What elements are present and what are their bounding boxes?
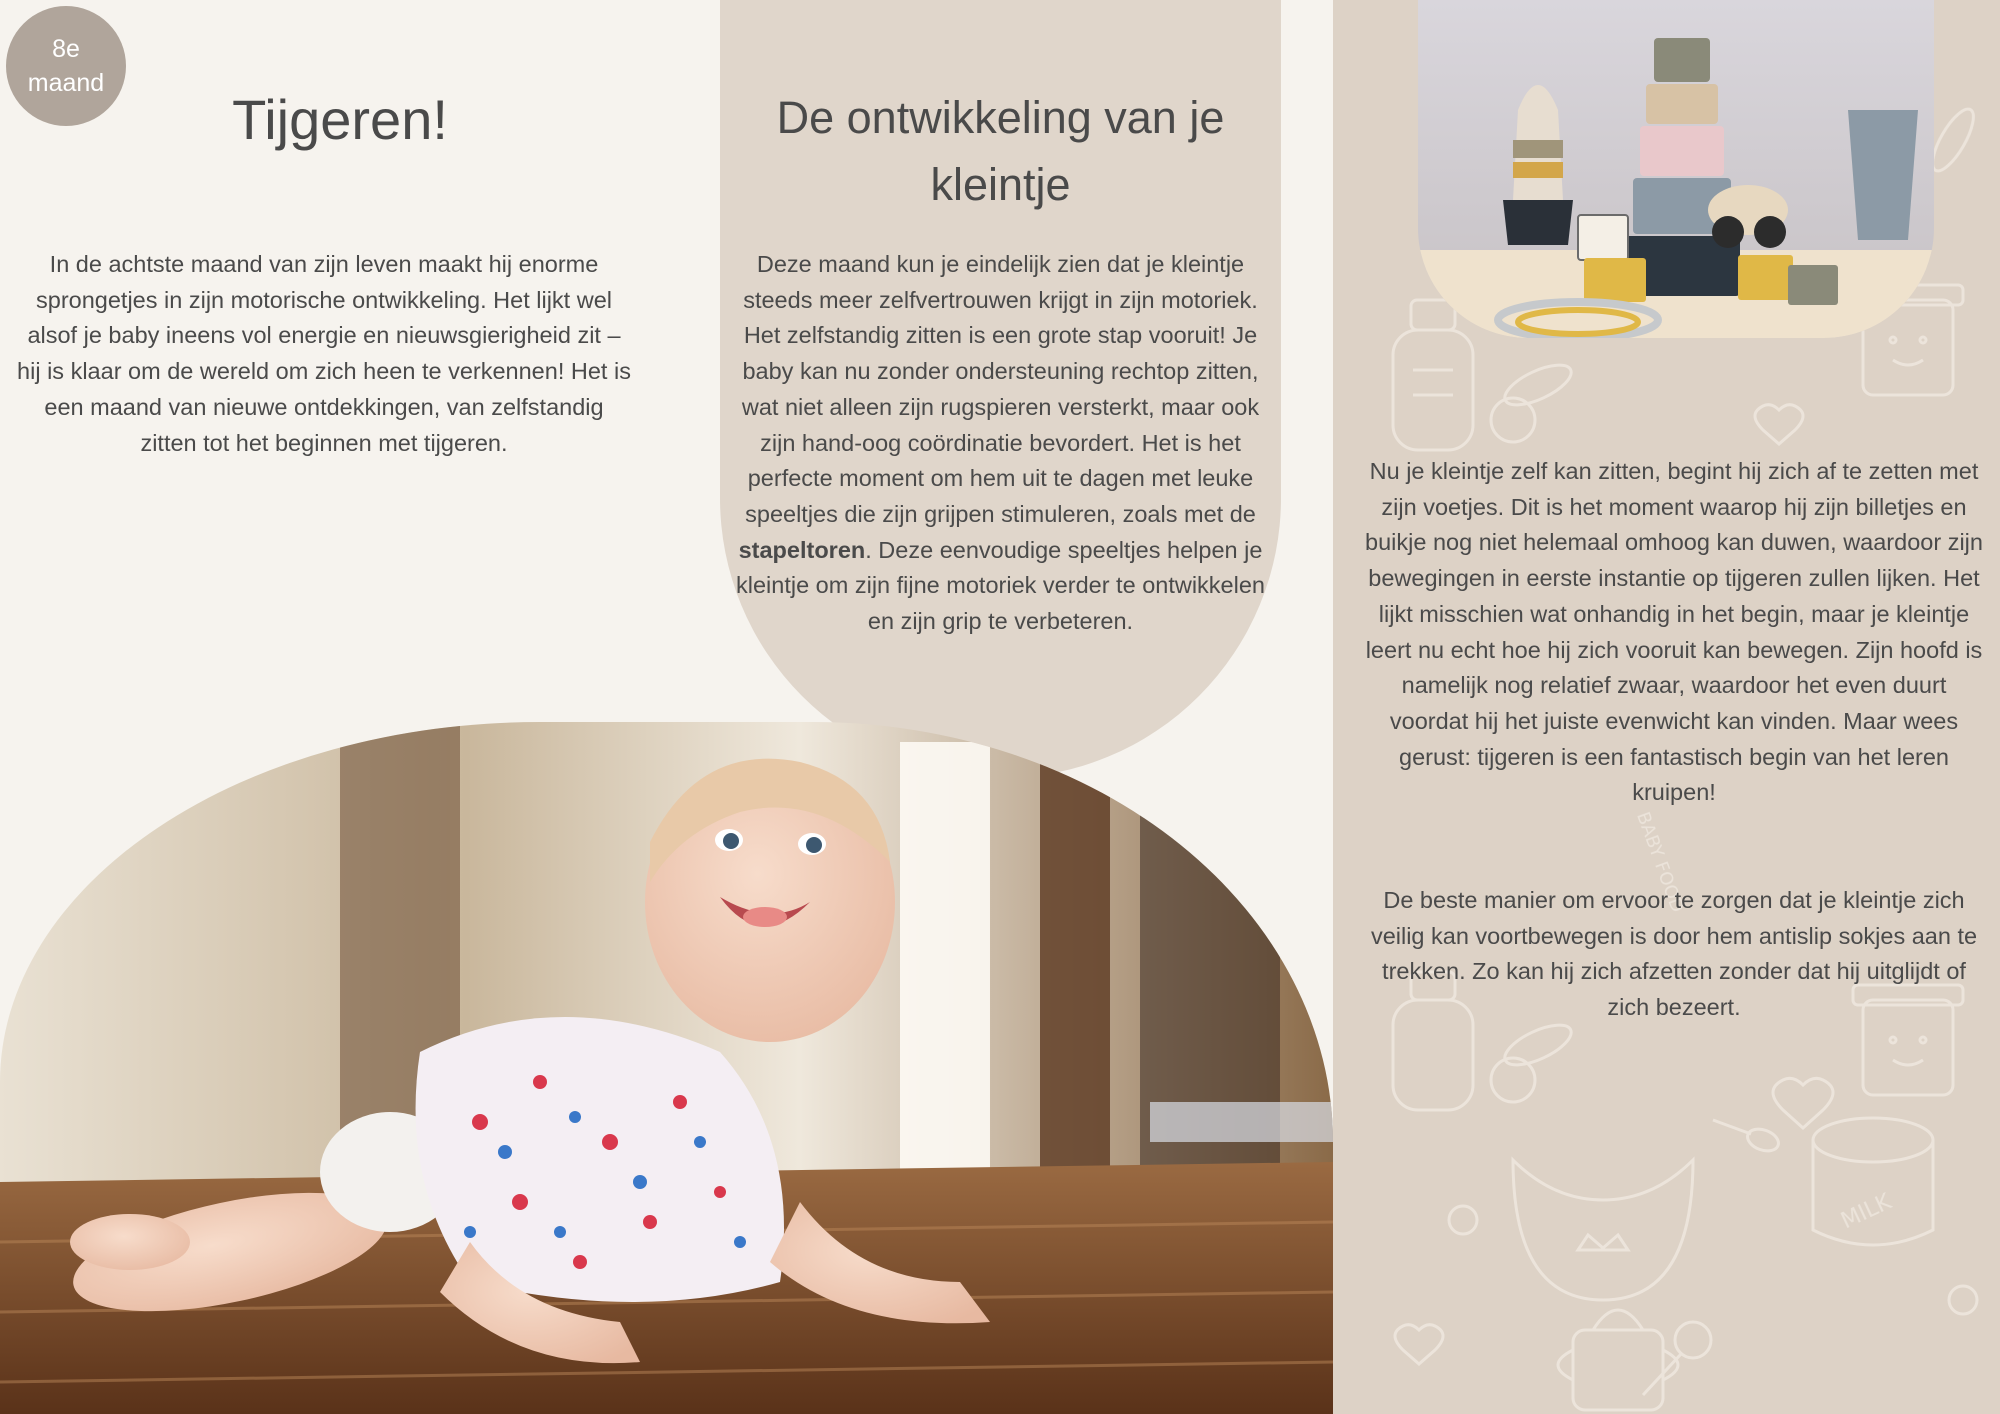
- intro-paragraph: In de achtste maand van zijn leven maakt hij enorme sprongetjes in zijn motorische ontwikkeling. Het lijkt wel alsof je baby ineens vol energie en nieuwsgierigheid zit – hij is klaar om de wereld om zich heen te verkennen! Het is een maand van nieuwe ontdekkingen, van zelfstandig zitten tot het beginnen met tijgeren.: [17, 251, 631, 456]
- pacifier-icon: [1491, 1017, 1577, 1102]
- month-badge-number: 8e: [52, 35, 80, 63]
- stacking-tower-highlight: stapeltoren: [738, 536, 866, 563]
- milk-can-label: MILK: [1837, 1189, 1896, 1235]
- spoon-icon: [1713, 1120, 1781, 1155]
- tijgeren-paragraph: Nu je kleintje zelf kan zitten, begint hij zich af te zetten met zijn voetjes. Dit is het moment waarop hij zijn billetjes en buikje nog niet helemaal omhoog kan duwen, waardoor zijn bewegingen in eerste instantie op tijgeren zullen lijken. Het lijkt misschien wat onhandig in het begin, maar je kleintje leert nu echt hoe hij zich vooruit kan bewegen. Zijn hoofd is namelijk nog relatief zwaar, waardoor het even duurt voordat hij het juiste evenwicht kan vinden. Maar wees gerust: tijgeren is een fantastisch begin van het leren kruipen!: [1365, 458, 1983, 806]
- page-title: Tijgeren!: [232, 88, 448, 151]
- pacifier-icon: [1491, 357, 1577, 442]
- stacking-toys-photo: [1418, 0, 1934, 338]
- flower-icon: [1449, 1206, 1477, 1234]
- heart-icon: [1755, 405, 1803, 444]
- month-badge-label: maand: [27, 69, 105, 97]
- milk-can-icon: [1813, 1118, 1933, 1245]
- heart-icon: [1395, 1325, 1443, 1364]
- bib-icon: [1513, 1160, 1693, 1300]
- development-text-end: . Deze eenvoudige speeltjes helpen je kleintje om zijn fijne motoriek verder te ontwikkelen en zijn grip te verbeteren.: [736, 536, 1265, 635]
- baby-food-label: BABY FOOD: [1632, 809, 1688, 916]
- bottle-icon: [1393, 300, 1473, 450]
- baby-crawling-photo: [0, 722, 1333, 1414]
- development-paragraph: [724, 247, 1277, 640]
- section-title: De ontwikkeling van je kleintje: [776, 92, 1225, 210]
- heart-icon: [1773, 1078, 1833, 1128]
- rattle-icon: [1643, 1322, 1711, 1395]
- development-text-start: Deze maand kun je eindelijk zien dat je kleintje steeds meer zelfvertrouwen krijgt in zijn motoriek. Het zelfstandig zitten is een grote stap vooruit! Je baby kan nu zonder ondersteuning rechtop zitten, wat niet alleen zijn rugspieren versterkt, maar ook zijn hand-oog coördinatie bevordert. Het is het perfecte moment om hem uit te dagen met leuke speeltjes die zijn grijpen stimuleren, zoals met de: [741, 251, 1260, 527]
- flower-icon: [1949, 1286, 1977, 1314]
- sippy-cup-icon: [1558, 1310, 1678, 1410]
- antislip-paragraph: De beste manier om ervoor te zorgen dat je kleintje zich veilig kan voortbewegen is door hem antislip sokjes aan te trekken. Zo kan hij zich afzetten zonder dat hij uitglijdt of zich bezeert.: [1370, 887, 1978, 1021]
